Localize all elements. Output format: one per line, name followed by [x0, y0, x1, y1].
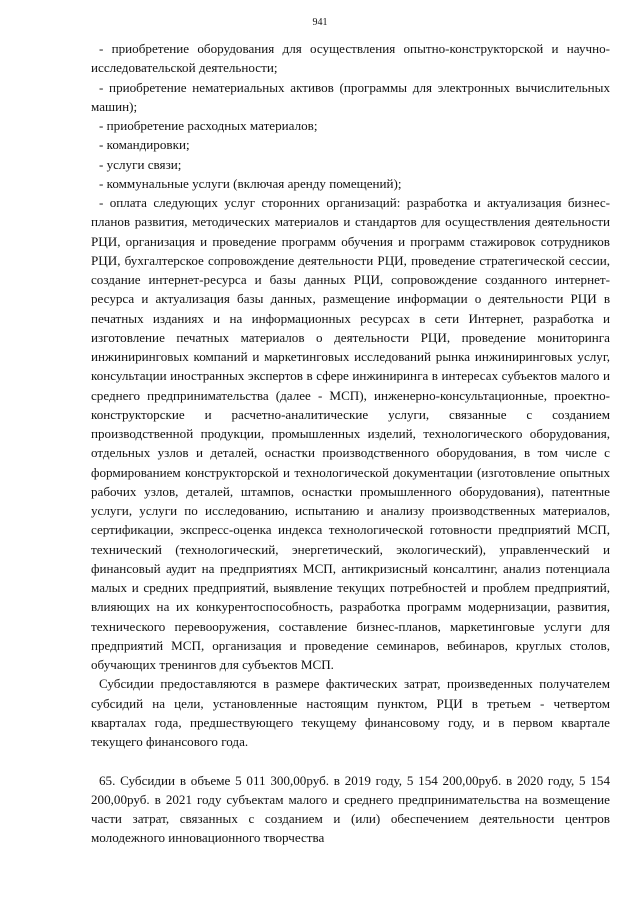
list-item-utilities: - коммунальные услуги (включая аренду помещений);	[99, 175, 402, 191]
list-item-communication: - услуги связи;	[99, 156, 182, 172]
list-item-equipment: - приобретение оборудования для осуществления опытно-конструкторской и научно-исследовательской деятельности;	[91, 41, 610, 76]
document-body	[91, 39, 610, 848]
subsidy-paragraph: Субсидии предоставляются в размере фактических затрат, произведенных получателем субсидий на цели, установленные настоящим пунктом, РЦИ в третьем - четвертом кварталах года, предшествующего текущему финансовому году, и в первом квартале текущего финансового года.	[91, 676, 610, 749]
item-65-paragraph: 65. Субсидии в объеме 5 011 300,00руб. в 2019 году, 5 154 200,00руб. в 2020 году, 5 154 200,00руб. в 2021 году субъектам малого и среднего предпринимательства на возмещение части затрат, связанных с созданием и (или) обеспечением деятельности центров молодежного инновационного творчества	[91, 772, 610, 846]
list-item-consumables: - приобретение расходных материалов;	[99, 118, 318, 133]
list-item-intangible-assets: - приобретение нематериальных активов (программы для электронных вычислительных машин);	[91, 79, 610, 114]
page-number: 941	[312, 17, 328, 28]
list-item-business-trips: - командировки;	[99, 137, 190, 153]
list-item-third-party-services: - оплата следующих услуг сторонних организаций: разработка и актуализация бизнес-планов развития, методических материалов и стандартов для осуществления деятельности РЦИ, организация и проведение программ обучения и программ стажировок сотрудников РЦИ, бухгалтерское сопровождение деятельности РЦИ, проведение стратегической сессии, создание интернет-ресурса и базы данных РЦИ, сопровождение созданного интернет-ресурса и актуализация базы данных, размещение информации о деятельности РЦИ в печатных изданиях и на информационных ресурсах в сети Интернет, разработка и изготовление печатных материалов о деятельности РЦИ, проведение мониторинга инжиниринговых компаний и маркетинговых исследований рынка инжиниринговых услуг, консультации иностранных экспертов в сфере инжиниринга в интересах субъектов малого и среднего предпринимательства (далее - МСП), инженерно-консультационные, проектно-конструкторские и расчетно-аналитические услуги, связанные с созданием производственной продукции, промышленных изделий, технологического оборудования, отдельных узлов и деталей, оснастки производственного оборудования, в том числе с формированием конструкторской и технологической документации (изготовление опытных рабочих узлов, деталей, штампов, оснастки промышленного оборудования), патентные услуги, услуги по исследованию, испытанию и анализу производственных материалов, сертификации, экспресс-оценка индекса технологической готовности предприятий МСП, технический (технологический, энергетический, экологический), управленческий и финансовый аудит на предприятиях МСП, антикризисный консалтинг, анализ потенциала малых и средних предприятий, выявление текущих потребностей и проблем предприятий, влияющих на их конкурентоспособность, разработка программ модернизации, развития, технического перевооружения, составление бизнес-планов, маркетинговые услуги для предприятий МСП, организация и проведение семинаров, вебинаров, круглых столов, обучающих тренингов для субъектов МСП.	[91, 195, 610, 672]
